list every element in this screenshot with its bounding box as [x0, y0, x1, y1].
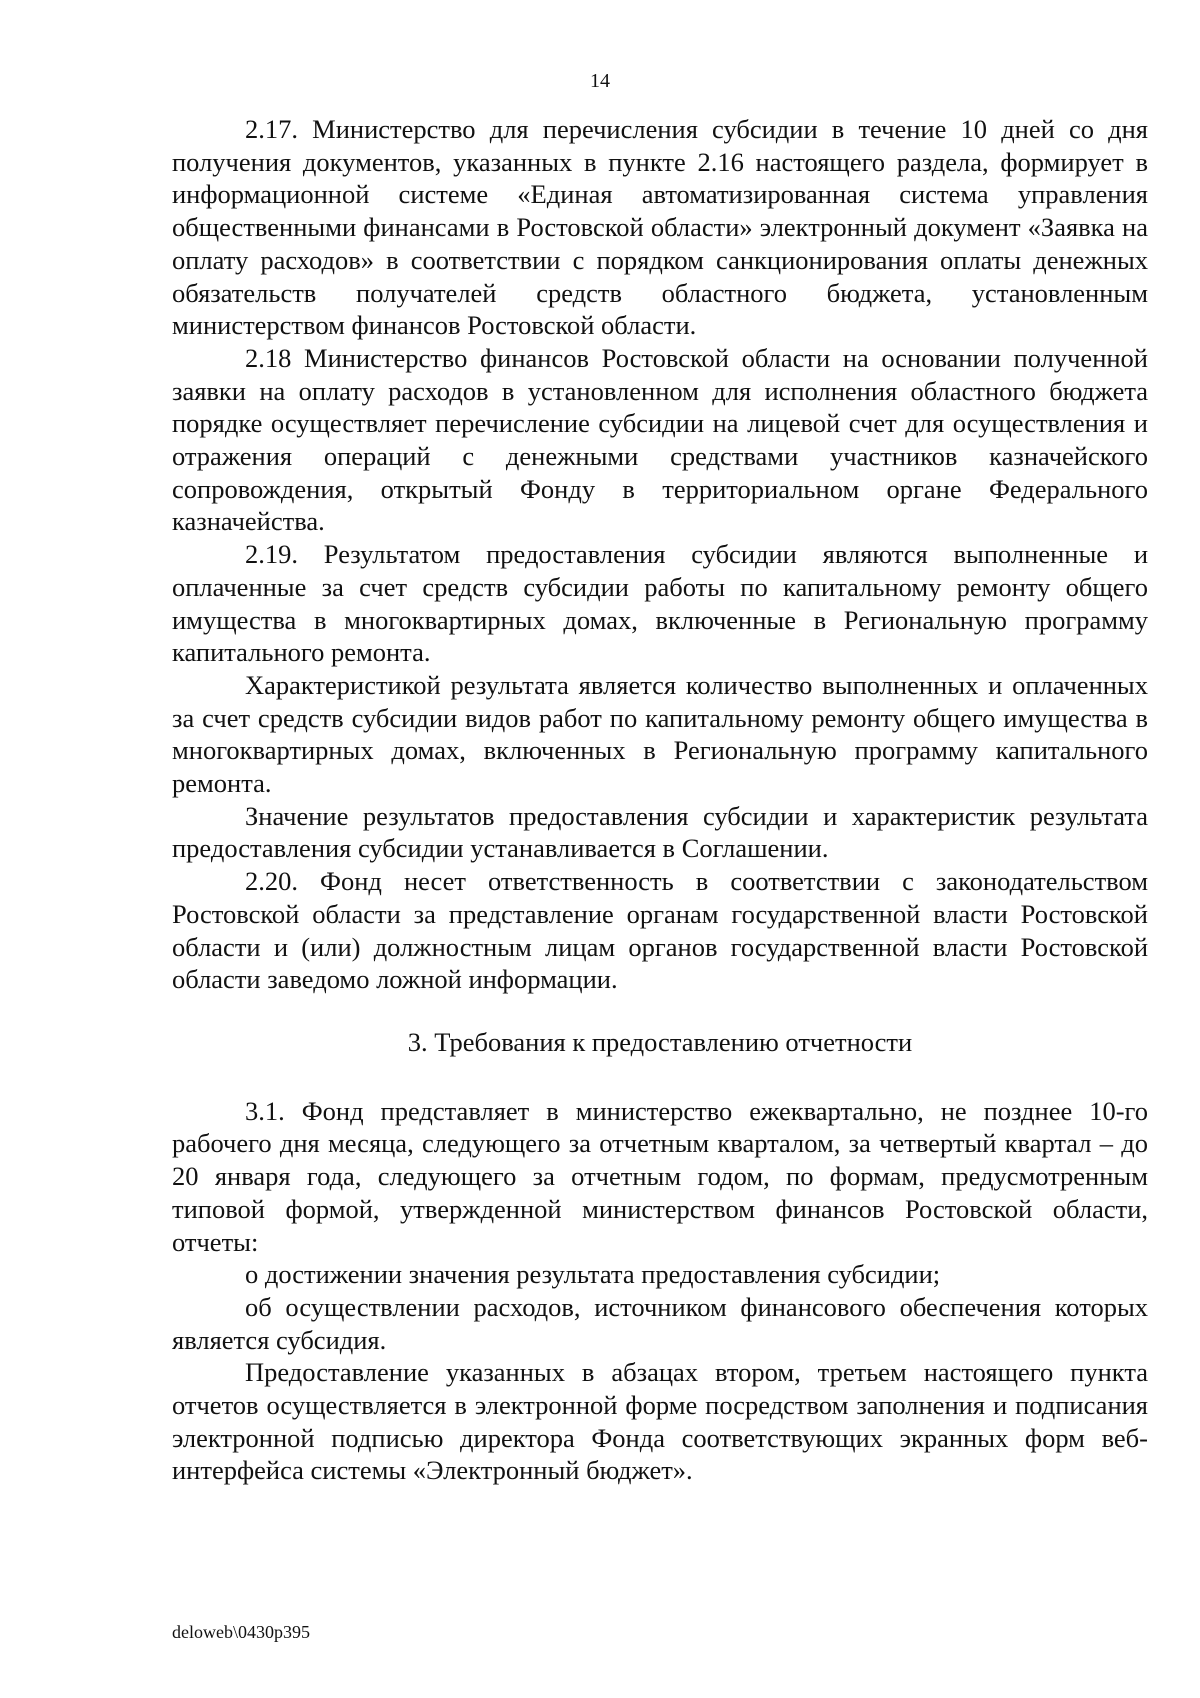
- paragraph-2-20: 2.20. Фонд несет ответственность в соответствии с законодательством Ростовской области за представление органам государственной власти Ростовской области и (или) должностным лицам органов государственной власти Ростовской области заведомо ложной информации.: [172, 866, 1148, 995]
- paragraph-2-19: 2.19. Результатом предоставления субсидии являются выполненные и оплаченные за счет средств субсидии работы по капитальному ремонту общего имущества в многоквартирных домах, включенные в Региональную программу капитального ремонта.: [172, 539, 1148, 668]
- document-footer-code: deloweb\0430p395: [172, 1622, 310, 1642]
- paragraph-report-expenses: об осуществлении расходов, источником финансового обеспечения которых является субсидия.: [172, 1291, 1148, 1355]
- document-body: [172, 113, 1148, 1487]
- paragraph-values: Значение результатов предоставления субсидии и характеристик результата предоставления субсидии устанавливается в Соглашении.: [172, 800, 1148, 864]
- paragraph-2-17: 2.17. Министерство для перечисления субсидии в течение 10 дней со дня получения документов, указанных в пункте 2.16 настоящего раздела, формирует в информационной системе «Единая автоматизированная система управления общественными финансами в Ростовской области» электронный документ «Заявка на оплату расходов» в соответствии с порядком санкционирования оплаты денежных обязательств получателей средств областного бюджета, установленным министерством финансов Ростовской области.: [172, 114, 1148, 341]
- section-3-heading: 3. Требования к предоставлению отчетности: [407, 1026, 913, 1057]
- paragraph-electronic-submission: Предоставление указанных в абзацах втором, третьем настоящего пункта отчетов осуществляется в электронной форме посредством заполнения и подписания электронной подписью директора Фонда соответствующих экранных форм веб-интерфейса системы «Электронный бюджет».: [172, 1357, 1148, 1486]
- paragraph-3-1: 3.1. Фонд представляет в министерство ежеквартально, не позднее 10-го рабочего дня месяца, следующего за отчетным кварталом, за четвертый квартал – до 20 января года, следующего за отчетным годом, по формам, предусмотренным типовой формой, утвержденной министерством финансов Ростовской области, отчеты:: [172, 1095, 1148, 1257]
- paragraph-2-18: 2.18 Министерство финансов Ростовской области на основании полученной заявки на оплату расходов в установленном для исполнения областного бюджета порядке осуществляет перечисление субсидии на лицевой счет для осуществления и отражения операций с денежными средствами участников казначейского сопровождения, открытый Фонду в территориальном органе Федерального казначейства.: [172, 342, 1148, 537]
- paragraph-report-result: о достижении значения результата предоставления субсидии;: [245, 1259, 941, 1290]
- paragraph-characteristic: Характеристикой результата является количество выполненных и оплаченных за счет средств субсидии видов работ по капитальному ремонту общего имущества в многоквартирных домах, включенных в Региональную программу капитального ремонта.: [172, 669, 1148, 799]
- page-number: 14: [590, 70, 610, 92]
